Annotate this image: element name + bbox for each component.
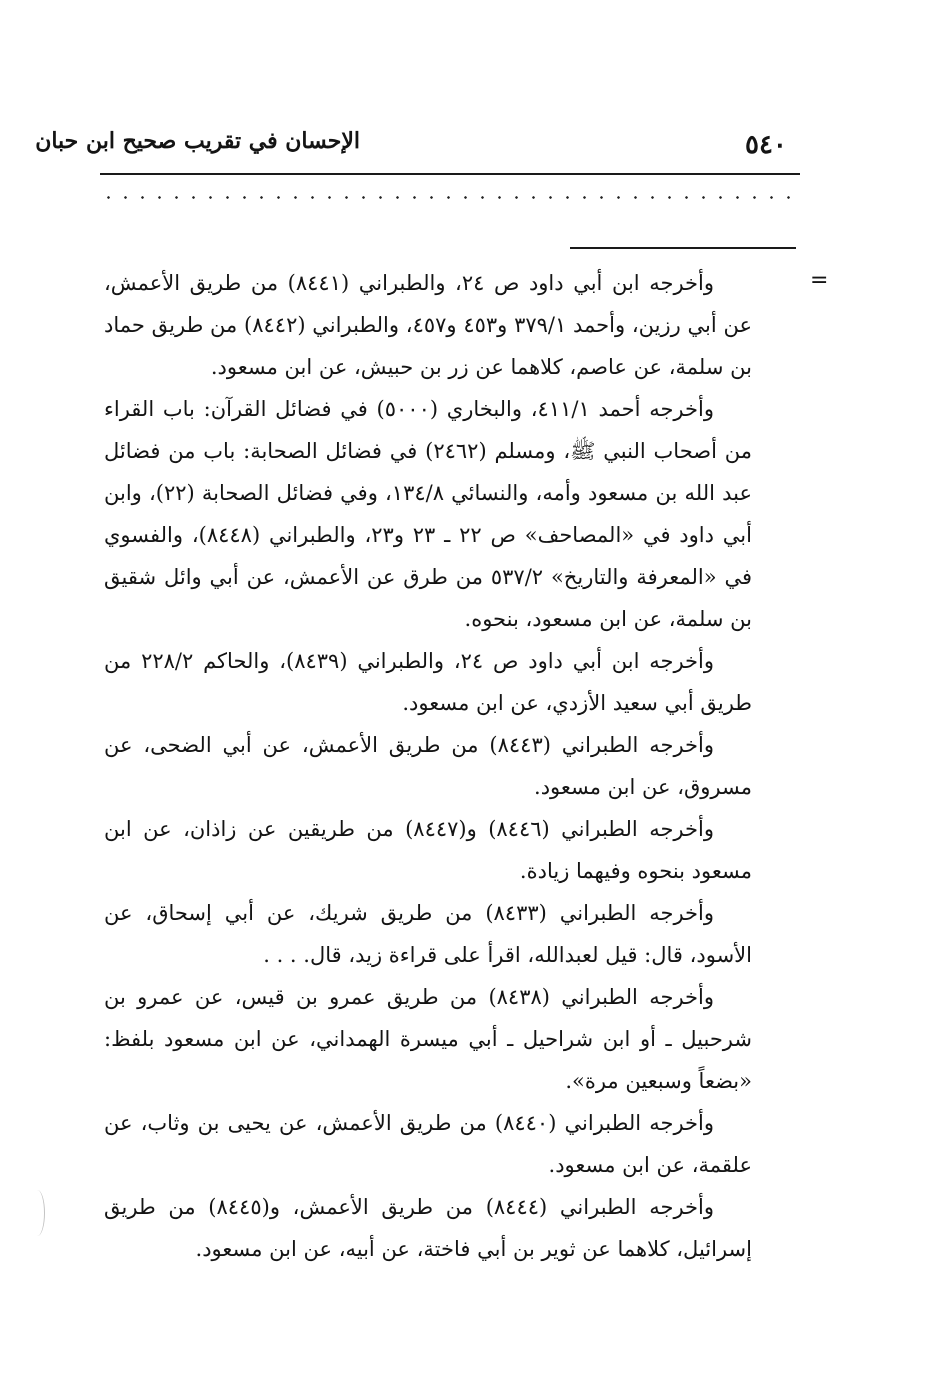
footnote-paragraph: وأخرجه ابن أبي داود ص ٢٤، والطبراني (٨٤٤١) من طريق الأعمش، عن أبي رزين، وأحمد ٣٧٩/١ و٤٥٣ و٤٥٧، والطبراني (٨٤٤٢) من طريق حماد بن سلمة، عن عاصم، كلاهما عن زر بن حبيش، عن ابن مسعود. [104, 271, 753, 379]
footnote-paragraph: وأخرجه أحمد ٤١١/١، والبخاري (٥٠٠٠) في فضائل القرآن: باب القراء من أصحاب النبي ﷺ، ومسلم (٢٤٦٢) في فضائل الصحابة: باب من فضائل عبد الله بن مسعود وأمه، والنسائي ١٣٤/٨، وفي فضائل الصحابة (٢٢)، وابن أبي داود في «المصاحف» ص ٢٢ ـ ٢٣ و٢٣، والطبراني (٨٤٤٨)، والفسوي في «المعرفة والتاريخ» ٥٣٧/٢ من طرق عن الأعمش، عن أبي وائل شقيق بن سلمة، عن ابن مسعود، بنحوه. [104, 397, 752, 631]
footnote-paragraph: وأخرجه الطبراني (٨٤٤٤) من طريق الأعمش، و(٨٤٤٥) من طريق إسرائيل، كلاهما عن ثوير بن أبي فاختة، عن أبيه، عن ابن مسعود. [104, 1195, 752, 1261]
continuation-mark: = [810, 268, 829, 293]
footnote-paragraph: وأخرجه الطبراني (٨٤٣٨) من طريق عمرو بن قيس، عن عمرو بن شرحبيل ـ أو ابن شراحيل ـ أبي ميسرة الهمداني، عن ابن مسعود بلفظ: «بضعاً وسبعين مرة». [104, 985, 752, 1093]
margin-scratch [30, 1190, 45, 1236]
footnote-paragraph: وأخرجه الطبراني (٨٤٤٣) من طريق الأعمش، عن أبي الضحى، عن مسروق، عن ابن مسعود. [104, 733, 752, 799]
footnote-paragraph: وأخرجه الطبراني (٨٤٤٦) و(٨٤٤٧) من طريقين عن زاذان، عن ابن مسعود بنحوه وفيهما زيادة. [104, 817, 752, 883]
footnote-text [104, 262, 752, 1270]
page-number: ٥٤٠ [745, 130, 787, 160]
dotted-separator [100, 196, 800, 199]
footnote-paragraph: وأخرجه ابن أبي داود ص ٢٤، والطبراني (٨٤٣٩)، والحاكم ٢٢٨/٢ من طريق أبي سعيد الأزدي، عن ابن مسعود. [104, 649, 752, 715]
header-rule [100, 173, 800, 175]
footnote-paragraph: وأخرجه الطبراني (٨٤٣٣) من طريق شريك، عن أبي إسحاق، عن الأسود، قال: قيل لعبدالله، اقرأ على قراءة زيد، قال. . . . [104, 901, 752, 967]
footnote-separator [570, 247, 796, 249]
footnote-paragraph: وأخرجه الطبراني (٨٤٤٠) من طريق الأعمش، عن يحيى بن وثاب، عن علقمة، عن ابن مسعود. [104, 1111, 752, 1177]
running-title: الإحسان في تقريب صحيح ابن حبان [35, 128, 360, 154]
